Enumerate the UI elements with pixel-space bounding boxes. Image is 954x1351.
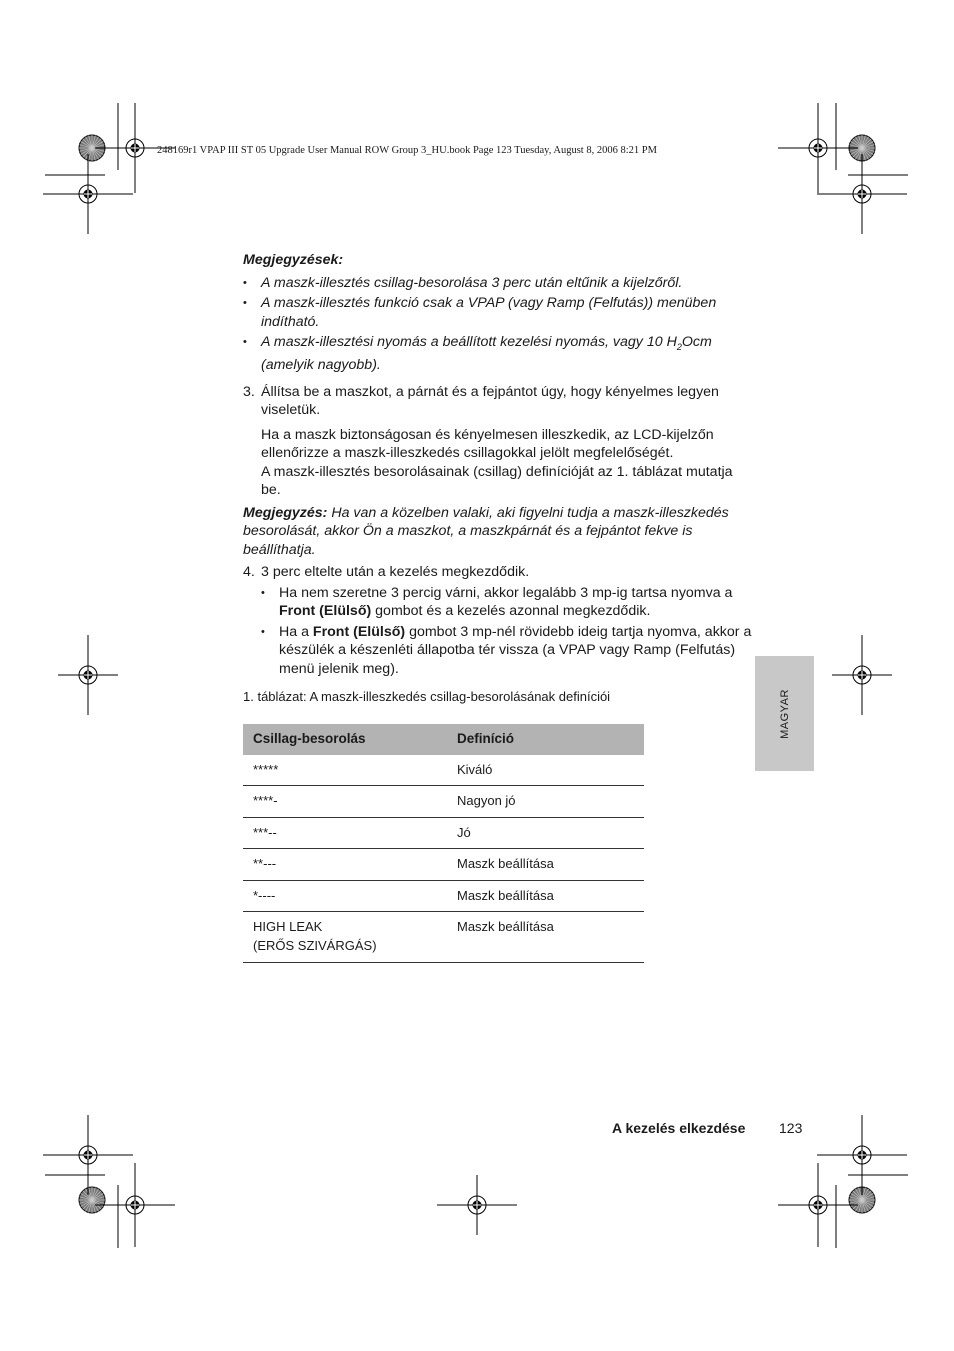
table-row: *---- Maszk beállítása (243, 880, 644, 912)
table-row: ***-- Jó (243, 817, 644, 849)
step-3-paragraph: Ha a maszk biztonságosan és kényelmesen illeszkedik, az LCD-kijelzőn ellenőrizze a maszk-illeszkedés csillagokkal jelölt megfelelőségét. (261, 426, 714, 462)
step-4-item: • Ha a Front (Elülső) gombot 3 mp-nél rövidebb ideig tartja nyomva, akkor a készülék a készenléti állapotba tér vissza (a VPAP vagy Ramp (Felfutás) menü jelenik meg). (243, 623, 753, 679)
table-row: **--- Maszk beállítása (243, 849, 644, 881)
step-3: 3. Állítsa be a maszkot, a párnát és a fejpántot úgy, hogy kényelmes legyen viseletük. (243, 383, 719, 419)
language-side-tab (755, 656, 814, 771)
table-row: ***** Kiváló (243, 755, 644, 786)
table-header-row (243, 724, 644, 755)
table-row: HIGH LEAK (ERŐS SZIVÁRGÁS) Maszk beállítása (243, 912, 644, 963)
page-number: 123 (779, 1120, 803, 1136)
footer-section-title: A kezelés elkezdése (612, 1120, 746, 1136)
step-4: 4. 3 perc eltelte után a kezelés megkezdődik. (243, 564, 530, 581)
note-paragraph: Megjegyzés: Ha van a közelben valaki, aki figyelni tudja a maszk-illeszkedés besorolását, akkor Ön a maszkot, a maszkpárnát és a fejpántot fekve is beállíthatja. (243, 504, 729, 558)
rating-table (243, 724, 644, 964)
column-header: Csillag-besorolás (243, 724, 447, 755)
notes-title: Megjegyzések: (243, 252, 344, 268)
step-3-paragraph: A maszk-illesztés besorolásainak (csillag) definícióját az 1. táblázat mutatja be. (261, 463, 733, 499)
column-header: Definíció (447, 724, 644, 755)
file-info-header: 248169r1 VPAP III ST 05 Upgrade User Manual ROW Group 3_HU.book Page 123 Tuesday, August 8, 2006 8:21 PM (157, 145, 657, 156)
note-item: • A maszk-illesztés funkció csak a VPAP (vagy Ramp (Felfutás)) menüben indítható. (243, 294, 753, 331)
step-4-item: • Ha nem szeretne 3 percig várni, akkor legalább 3 mp-ig tartsa nyomva a Front (Elülső) gombot és a kezelés azonnal megkezdődik. (243, 584, 753, 621)
side-tab-label: MAGYAR (778, 688, 791, 739)
step-4-list (243, 584, 753, 679)
note-item: • A maszk-illesztés csillag-besorolása 3 perc után eltűnik a kijelzőről. (243, 274, 753, 293)
table-row: ****- Nagyon jó (243, 786, 644, 818)
note-item: • A maszk-illesztési nyomás a beállított kezelési nyomás, vagy 10 $H_2Ocm$ (amelyik nagyobb). (243, 333, 753, 375)
table-caption: 1. táblázat: A maszk-illeszkedés csillag-besorolásának definíciói (243, 689, 611, 705)
main-content (243, 251, 753, 963)
notes-list (243, 274, 753, 375)
